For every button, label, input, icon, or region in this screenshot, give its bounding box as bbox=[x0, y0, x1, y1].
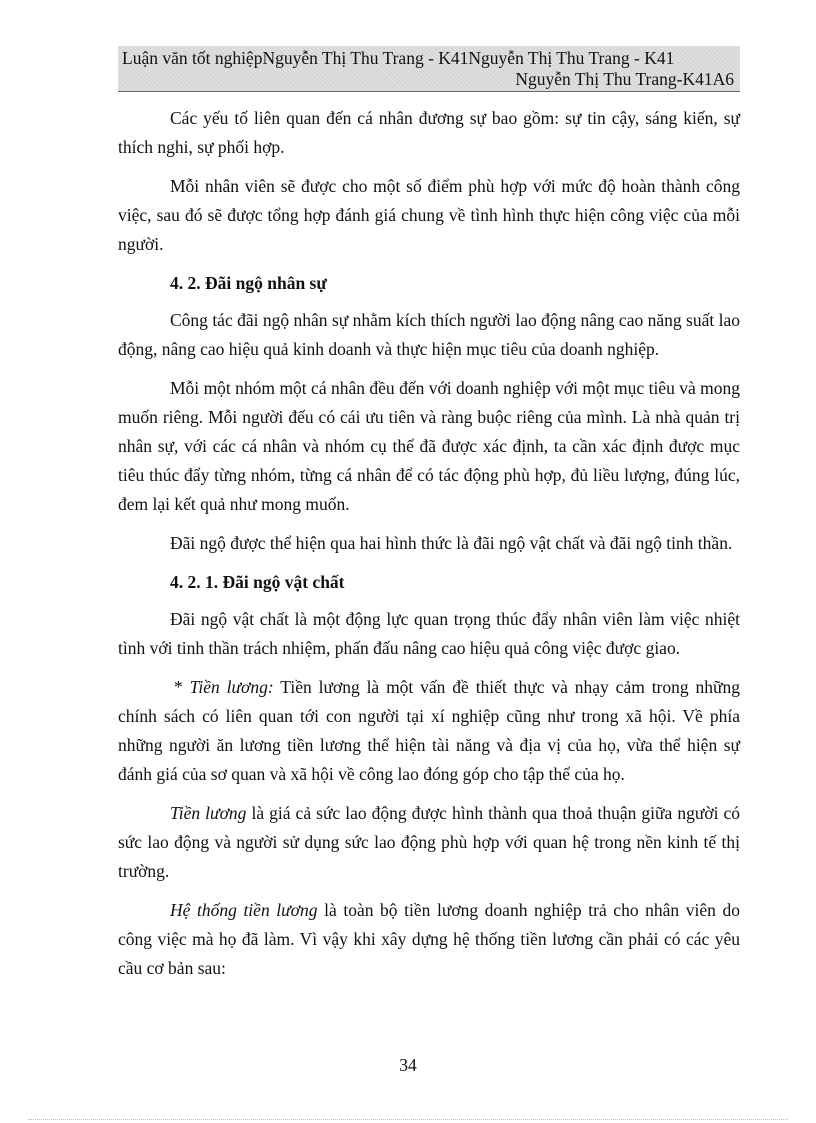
document-body bbox=[118, 104, 740, 993]
paragraph: Công tác đãi ngộ nhân sự nhằm kích thích người lao động nâng cao năng suất lao động, nâng cao hiệu quả kinh doanh và thực hiện mục tiêu của doanh nghiệp. bbox=[118, 310, 740, 359]
paragraph: Các yếu tố liên quan đến cá nhân đương sự bao gồm: sự tin cậy, sáng kiến, sự thích nghi, sự phối hợp. bbox=[118, 108, 740, 157]
page-number: 34 bbox=[399, 1055, 417, 1075]
header-line-2: Nguyễn Thị Thu Trang-K41A6 bbox=[515, 69, 734, 89]
term-italic: Tiền lương: bbox=[189, 677, 274, 697]
paragraph-salary bbox=[118, 673, 740, 789]
paragraph-text: là giá cả sức lao động được hình thành qua thoả thuận giữa người có sức lao động và người sử dụng sức lao động phù hợp với quan hệ trong nền kinh tế thị trường. bbox=[118, 803, 740, 881]
paragraph-salary-definition bbox=[118, 799, 740, 886]
page-bottom-divider bbox=[28, 1119, 788, 1120]
header-line-1: Luận văn tốt nghiệpNguyễn Thị Thu Trang - K41Nguyễn Thị Thu Trang - K41 bbox=[122, 48, 675, 68]
paragraph-salary-system bbox=[118, 896, 740, 983]
paragraph: Mỗi nhân viên sẽ được cho một số điểm phù hợp với mức độ hoàn thành công việc, sau đó sẽ được tổng hợp đánh giá chung về tình hình thực hiện công việc của mỗi người. bbox=[118, 176, 740, 254]
bullet-star: * bbox=[174, 677, 190, 697]
section-heading: 4. 2. Đãi ngộ nhân sự bbox=[170, 273, 327, 293]
subsection-heading: 4. 2. 1. Đãi ngộ vật chất bbox=[170, 572, 345, 592]
paragraph-text: Tiền lương là một vấn đề thiết thực và nhạy cảm trong những chính sách có liên quan tới con người tại xí nghiệp cũng như trong xã hội. Về phía những người ăn lương tiền lương thể hiện tài năng và địa vị của họ, vừa thể hiện sự đánh giá của sơ quan và xã hội về công lao đóng góp cho tập thể của họ. bbox=[118, 677, 740, 784]
paragraph: Đãi ngộ được thể hiện qua hai hình thức là đãi ngộ vật chất và đãi ngộ tinh thần. bbox=[170, 533, 733, 553]
paragraph: Đãi ngộ vật chất là một động lực quan trọng thúc đẩy nhân viên làm việc nhiệt tình với tinh thần trách nhiệm, phấn đấu nâng cao hiệu quả công việc được giao. bbox=[118, 609, 740, 658]
running-header bbox=[118, 46, 740, 92]
term-italic: Tiền lương bbox=[170, 803, 247, 823]
paragraph: Mỗi một nhóm một cá nhân đều đến với doanh nghiệp với một mục tiêu và mong muốn riêng. Mỗi người đếu có cái ưu tiên và ràng buộc riêng của mình. Là nhà quản trị nhân sự, với các cá nhân và nhóm cụ thể đã được xác định, ta cần xác định được mục tiêu thúc đẩy từng nhóm, từng cá nhân để có tác động phù hợp, đủ liều lượng, đúng lúc, đem lại kết quả như mong muốn. bbox=[118, 378, 740, 514]
paragraph-text: là toàn bộ tiền lương doanh nghiệp trả cho nhân viên do công việc mà họ đã làm. Vì vậy khi xây dựng hệ thống tiền lương cần phải có các yêu cầu cơ bản sau: bbox=[118, 900, 740, 978]
term-italic: Hệ thống tiền lương bbox=[170, 900, 318, 920]
